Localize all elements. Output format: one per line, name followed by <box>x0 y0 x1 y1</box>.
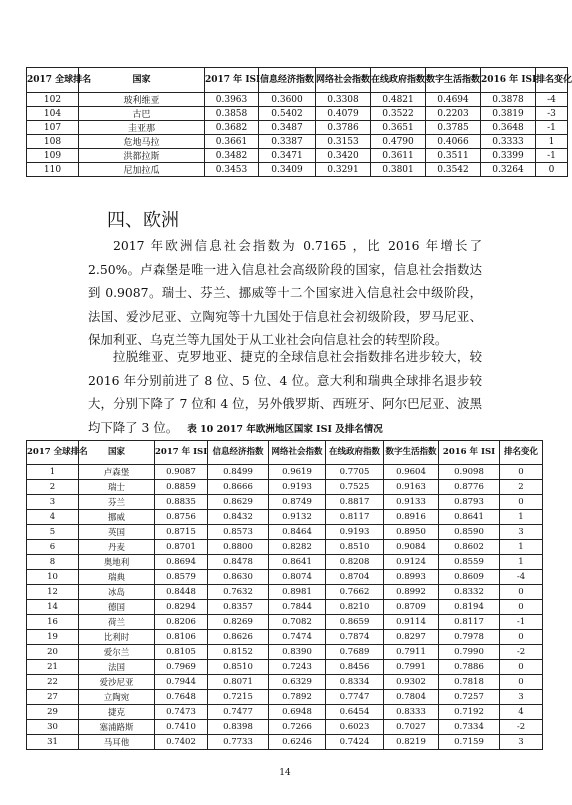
table-row <box>27 93 568 107</box>
table-cell: 21 <box>27 660 79 675</box>
table-cell: 0.7874 <box>326 630 384 645</box>
col-header-info-economy: 信息经济指数 <box>259 68 316 93</box>
table-cell: 0.3511 <box>426 149 481 163</box>
table-cell: 0.7424 <box>326 735 384 750</box>
table-cell: 19 <box>27 630 79 645</box>
table-cell: 1 <box>536 135 568 149</box>
table-cell: 0.7159 <box>439 735 500 750</box>
table-row <box>27 163 568 177</box>
table-cell: 0.8641 <box>269 555 326 570</box>
table-cell: 0.6246 <box>269 735 326 750</box>
table-cell: 0.3482 <box>205 149 259 163</box>
table-cell: 0.9124 <box>384 555 439 570</box>
table-row <box>27 645 543 660</box>
table-cell: 0.8573 <box>208 525 269 540</box>
table-cell: 1 <box>500 555 543 570</box>
table-cell: 爱尔兰 <box>79 645 155 660</box>
table-cell: 古巴 <box>79 107 205 121</box>
table-cell: 0.8704 <box>326 570 384 585</box>
table-cell: 0.8448 <box>155 585 208 600</box>
table-cell: 14 <box>27 600 79 615</box>
table-cell: 0.7969 <box>155 660 208 675</box>
table-cell: 塞浦路斯 <box>79 720 155 735</box>
table-cell: 0.8210 <box>326 600 384 615</box>
table-cell: 0.8208 <box>326 555 384 570</box>
table-row <box>27 585 543 600</box>
table-cell: 5 <box>27 525 79 540</box>
table-cell: 0.8456 <box>326 660 384 675</box>
table-row <box>27 630 543 645</box>
table-cell: 圭亚那 <box>79 121 205 135</box>
table-cell: 0.9114 <box>384 615 439 630</box>
table-cell: 0.8334 <box>326 675 384 690</box>
table-cell: 0 <box>500 630 543 645</box>
table-cell: 0.8559 <box>439 555 500 570</box>
table-cell: 0.7911 <box>384 645 439 660</box>
table-cell: 0.8749 <box>269 495 326 510</box>
table-cell: 0.3291 <box>316 163 371 177</box>
table-cell: 立陶宛 <box>79 690 155 705</box>
table-cell: 109 <box>27 149 79 163</box>
table-cell: 0.8269 <box>208 615 269 630</box>
table-row <box>27 690 543 705</box>
table-cell: 2 <box>27 480 79 495</box>
table-cell: 0.3522 <box>371 107 426 121</box>
table-cell: 0.8715 <box>155 525 208 540</box>
page-number: 14 <box>279 768 291 778</box>
paragraph-body: 一进入信息社会高级阶段的国家，信息社会指数达到 0.9087。瑞士、芬兰、挪威等十二个国家进入信息社会中级阶段，法国、爱沙尼亚、立陶宛等十九国处于信息社会初级阶段，罗马尼亚、保加利亚、乌克兰等九国处于从工业社会向信息社会的转型阶段。 <box>88 261 482 347</box>
table-cell: 104 <box>27 107 79 121</box>
table-cell: 0.8800 <box>208 540 269 555</box>
table-cell: 0.7978 <box>439 630 500 645</box>
table-cell: 0.4821 <box>371 93 426 107</box>
table-cell: 0.3878 <box>481 93 536 107</box>
table-cell: 16 <box>27 615 79 630</box>
table-cell: 0.8641 <box>439 510 500 525</box>
table-cell: 0.7886 <box>439 660 500 675</box>
table-row <box>27 675 543 690</box>
col-header-digital-life: 数字生活指数 <box>426 68 481 93</box>
table-cell: -3 <box>536 107 568 121</box>
table-row <box>27 465 543 480</box>
table-cell: -1 <box>536 149 568 163</box>
section-heading-europe: 四、欧洲 <box>107 210 179 231</box>
table-cell: 0.9132 <box>269 510 326 525</box>
table-cell: 0.7705 <box>326 465 384 480</box>
col-header-country: 国家 <box>79 68 205 93</box>
col-header-network-society: 网络社会指数 <box>269 441 326 465</box>
table-cell: 0.3542 <box>426 163 481 177</box>
table-cell: 102 <box>27 93 79 107</box>
table-cell: 0 <box>500 495 543 510</box>
table-cell: 0.6023 <box>326 720 384 735</box>
table-cell: 0.8590 <box>439 525 500 540</box>
table-cell: 0.4694 <box>426 93 481 107</box>
col-header-online-gov: 在线政府指数 <box>371 68 426 93</box>
table-cell: 比利时 <box>79 630 155 645</box>
table-cell: 0.7215 <box>208 690 269 705</box>
table-cell: 0.5402 <box>259 107 316 121</box>
table-cell: 0.9098 <box>439 465 500 480</box>
table-cell: 0.7733 <box>208 735 269 750</box>
table-cell: 0.6329 <box>269 675 326 690</box>
table-cell: 德国 <box>79 600 155 615</box>
table-cell: 玻利维亚 <box>79 93 205 107</box>
table-cell: 0.9133 <box>384 495 439 510</box>
table-row <box>27 600 543 615</box>
table-cell: 27 <box>27 690 79 705</box>
table-cell: 0.3661 <box>205 135 259 149</box>
table-cell: 0.7410 <box>155 720 208 735</box>
table-cell: 芬兰 <box>79 495 155 510</box>
table-cell: 0.7991 <box>384 660 439 675</box>
table-cell: 0.8071 <box>208 675 269 690</box>
col-header-country: 国家 <box>79 441 155 465</box>
table-cell: 0.3487 <box>259 121 316 135</box>
table-cell: 0.7818 <box>439 675 500 690</box>
table-cell: 瑞士 <box>79 480 155 495</box>
table-cell: 0.3399 <box>481 149 536 163</box>
table-cell: 0.7192 <box>439 705 500 720</box>
table-cell: 0.7944 <box>155 675 208 690</box>
table-cell: 0.8297 <box>384 630 439 645</box>
table-cell: 0.8390 <box>269 645 326 660</box>
table-cell: 爱沙尼亚 <box>79 675 155 690</box>
table-cell: 6 <box>27 540 79 555</box>
table-cell: 0.8105 <box>155 645 208 660</box>
table-cell: 0.3264 <box>481 163 536 177</box>
table-cell: 0.8835 <box>155 495 208 510</box>
table-cell: 荷兰 <box>79 615 155 630</box>
table-row <box>27 480 543 495</box>
paragraph-first-line: 拉脱维亚、克罗地亚、捷克的全球信息社会指数排名进步较大，较 2016 年分别 <box>88 349 482 388</box>
table-cell: -1 <box>536 121 568 135</box>
table-cell: 0.8950 <box>384 525 439 540</box>
table-row <box>27 720 543 735</box>
table-row <box>27 705 543 720</box>
table-cell: 0.9193 <box>269 480 326 495</box>
table-cell: 0.8756 <box>155 510 208 525</box>
table-cell: 0.8626 <box>208 630 269 645</box>
table-cell: 0.4066 <box>426 135 481 149</box>
table-cell: 0.3471 <box>259 149 316 163</box>
table-cell: -4 <box>536 93 568 107</box>
table-cell: 0.7892 <box>269 690 326 705</box>
table-cell: 0.9084 <box>384 540 439 555</box>
table-cell: 0.7257 <box>439 690 500 705</box>
table-cell: 0.3333 <box>481 135 536 149</box>
table-cell: 0.7082 <box>269 615 326 630</box>
table-cell: 法国 <box>79 660 155 675</box>
table-cell: 0.3786 <box>316 121 371 135</box>
table-cell: 0.3611 <box>371 149 426 163</box>
table-row <box>27 735 543 750</box>
table-row <box>27 540 543 555</box>
table-cell: 3 <box>27 495 79 510</box>
table-cell: 0.4790 <box>371 135 426 149</box>
table-cell: 0.3453 <box>205 163 259 177</box>
table-cell: 3 <box>500 690 543 705</box>
isi-table-latin-america <box>26 67 572 177</box>
table-cell: 0.3387 <box>259 135 316 149</box>
table-cell: 0.6948 <box>269 705 326 720</box>
table-cell: 0.8659 <box>326 615 384 630</box>
table-cell: 0.8793 <box>439 495 500 510</box>
table-row <box>27 660 543 675</box>
table-cell: 0.8432 <box>208 510 269 525</box>
col-header-isi-2016: 2016 年 ISI <box>439 441 500 465</box>
col-header-isi-2017: 2017 年 ISI <box>155 441 208 465</box>
table-cell: 0.8666 <box>208 480 269 495</box>
table-cell: 0.8206 <box>155 615 208 630</box>
col-header-rank-change: 排名变化 <box>500 441 543 465</box>
isi-table-europe <box>26 440 543 750</box>
table-cell: 0 <box>500 660 543 675</box>
table-cell: 0.7402 <box>155 735 208 750</box>
table-cell: 0.7334 <box>439 720 500 735</box>
table-cell: 0.8859 <box>155 480 208 495</box>
table-cell: 0.8464 <box>269 525 326 540</box>
table-cell: 0.8294 <box>155 600 208 615</box>
table-cell: 4 <box>500 705 543 720</box>
table-cell: 0.3420 <box>316 149 371 163</box>
paragraph-body: 前进了 8 位、5 位、4 位。意大利和瑞典全球排名退步较大，分别下降了 7 位和 4 位，另外俄罗斯、西班牙、阿尔巴尼亚、波黑均下降了 3 位。 <box>88 372 482 435</box>
table-cell: 0.7266 <box>269 720 326 735</box>
table-cell: 0.9087 <box>155 465 208 480</box>
table-cell: -2 <box>500 720 543 735</box>
table-cell: 0.8709 <box>384 600 439 615</box>
europe-summary-paragraph <box>88 234 482 352</box>
table-cell: 29 <box>27 705 79 720</box>
table-row <box>27 525 543 540</box>
table-cell: 2 <box>500 480 543 495</box>
table-cell: 0.8194 <box>439 600 500 615</box>
table-cell: 0.3682 <box>205 121 259 135</box>
table-cell: 0 <box>500 600 543 615</box>
table-cell: 0 <box>536 163 568 177</box>
table-cell: 0.7027 <box>384 720 439 735</box>
table-cell: 0.3308 <box>316 93 371 107</box>
table-row <box>27 555 543 570</box>
table-row <box>27 495 543 510</box>
table-cell: 1 <box>500 540 543 555</box>
table-cell: 0.7662 <box>326 585 384 600</box>
table-cell: 0.7689 <box>326 645 384 660</box>
table-cell: 危地马拉 <box>79 135 205 149</box>
table-cell: 0.3651 <box>371 121 426 135</box>
table-cell: 0.8694 <box>155 555 208 570</box>
table-cell: 0.8152 <box>208 645 269 660</box>
table-cell: 0.8499 <box>208 465 269 480</box>
table-cell: 0 <box>500 675 543 690</box>
table-cell: 尼加拉瓜 <box>79 163 205 177</box>
table-cell: 0.4079 <box>316 107 371 121</box>
table-cell: 马耳他 <box>79 735 155 750</box>
table-cell: 0.8117 <box>326 510 384 525</box>
table-cell: 0.8074 <box>269 570 326 585</box>
table-cell: 0.8478 <box>208 555 269 570</box>
table-cell: 0.7844 <box>269 600 326 615</box>
table-cell: 4 <box>27 510 79 525</box>
table-cell: 0.6454 <box>326 705 384 720</box>
table-cell: 0.7474 <box>269 630 326 645</box>
col-header-rank-change: 排名变化 <box>536 68 568 93</box>
table-cell: 0.8282 <box>269 540 326 555</box>
table-cell: 0.3153 <box>316 135 371 149</box>
table-cell: 0.8776 <box>439 480 500 495</box>
table-cell: 0.3963 <box>205 93 259 107</box>
paragraph-first-line: 2017 年欧洲信息社会指数为 0.7165 ，比 2016 年增长了 2.50%。卢森堡是唯 <box>88 238 482 277</box>
table-cell: 0.3858 <box>205 107 259 121</box>
table-cell: 0.8629 <box>208 495 269 510</box>
table-cell: 1 <box>500 510 543 525</box>
table-cell: 洪都拉斯 <box>79 149 205 163</box>
table-cell: 0.3600 <box>259 93 316 107</box>
table-cell: 英国 <box>79 525 155 540</box>
table-cell: 10 <box>27 570 79 585</box>
table-cell: 丹麦 <box>79 540 155 555</box>
table-cell: 0 <box>500 585 543 600</box>
table-cell: 0.7243 <box>269 660 326 675</box>
table-row <box>27 107 568 121</box>
table-cell: 0.8333 <box>384 705 439 720</box>
table-cell: 0.3801 <box>371 163 426 177</box>
table-cell: 0.3785 <box>426 121 481 135</box>
table-cell: 0.8993 <box>384 570 439 585</box>
table-cell: 30 <box>27 720 79 735</box>
table-cell: 22 <box>27 675 79 690</box>
table-header-row <box>27 441 543 465</box>
table-cell: 0.8398 <box>208 720 269 735</box>
col-header-rank: 2017 全球排名 <box>27 68 79 93</box>
table-row <box>27 615 543 630</box>
table-cell: 3 <box>500 525 543 540</box>
table-cell: 1 <box>27 465 79 480</box>
table-cell: 0.8579 <box>155 570 208 585</box>
table-cell: 瑞典 <box>79 570 155 585</box>
table-cell: -2 <box>500 645 543 660</box>
table-cell: 0.9193 <box>326 525 384 540</box>
table-cell: 0.2203 <box>426 107 481 121</box>
table-cell: 0.8609 <box>439 570 500 585</box>
table-cell: 0.7747 <box>326 690 384 705</box>
table-cell: 冰岛 <box>79 585 155 600</box>
table-cell: 0.8701 <box>155 540 208 555</box>
table-row <box>27 570 543 585</box>
table-cell: 110 <box>27 163 79 177</box>
table-cell: 107 <box>27 121 79 135</box>
table-cell: 0.7473 <box>155 705 208 720</box>
table-cell: 0.8510 <box>326 540 384 555</box>
table-cell: 0.8817 <box>326 495 384 510</box>
col-header-network-society: 网络社会指数 <box>316 68 371 93</box>
table-cell: 0.7990 <box>439 645 500 660</box>
table-cell: 0.8981 <box>269 585 326 600</box>
table-cell: 0.8992 <box>384 585 439 600</box>
table-cell: 0.7804 <box>384 690 439 705</box>
table-cell: 0.7525 <box>326 480 384 495</box>
table-cell: 0.3819 <box>481 107 536 121</box>
table-row <box>27 510 543 525</box>
table-cell: 卢森堡 <box>79 465 155 480</box>
table-cell: 0.8106 <box>155 630 208 645</box>
table-cell: 3 <box>500 735 543 750</box>
table-cell: 0.8602 <box>439 540 500 555</box>
table-cell: -1 <box>500 615 543 630</box>
table-cell: 0.8357 <box>208 600 269 615</box>
table-cell: 0.9163 <box>384 480 439 495</box>
table-cell: 12 <box>27 585 79 600</box>
table-cell: 捷克 <box>79 705 155 720</box>
table-cell: 0.8332 <box>439 585 500 600</box>
table-row <box>27 121 568 135</box>
table-cell: 31 <box>27 735 79 750</box>
table-caption: 表 10 2017 年欧洲地区国家 ISI 及排名情况 <box>187 424 383 435</box>
col-header-online-gov: 在线政府指数 <box>326 441 384 465</box>
table-row <box>27 135 568 149</box>
table-cell: 0.3648 <box>481 121 536 135</box>
table-header-row <box>27 68 568 93</box>
table-cell: 108 <box>27 135 79 149</box>
col-header-digital-life: 数字生活指数 <box>384 441 439 465</box>
table-cell: 0.7648 <box>155 690 208 705</box>
table-cell: 奥地利 <box>79 555 155 570</box>
table-cell: 挪威 <box>79 510 155 525</box>
table-cell: 20 <box>27 645 79 660</box>
table-cell: 8 <box>27 555 79 570</box>
col-header-isi-2017: 2017 年 ISI <box>205 68 259 93</box>
col-header-rank: 2017 全球排名 <box>27 441 79 465</box>
table-cell: 0.8219 <box>384 735 439 750</box>
table-cell: 0.9604 <box>384 465 439 480</box>
table-cell: -4 <box>500 570 543 585</box>
table-cell: 0.7477 <box>208 705 269 720</box>
table-cell: 0 <box>500 465 543 480</box>
table-cell: 0.8510 <box>208 660 269 675</box>
table-cell: 0.3409 <box>259 163 316 177</box>
table-cell: 0.9302 <box>384 675 439 690</box>
table-cell: 0.9619 <box>269 465 326 480</box>
col-header-isi-2016: 2016 年 ISI <box>481 68 536 93</box>
table-row <box>27 149 568 163</box>
table-cell: 0.7632 <box>208 585 269 600</box>
col-header-info-economy: 信息经济指数 <box>208 441 269 465</box>
table-cell: 0.8117 <box>439 615 500 630</box>
table-cell: 0.8630 <box>208 570 269 585</box>
table-cell: 0.8916 <box>384 510 439 525</box>
